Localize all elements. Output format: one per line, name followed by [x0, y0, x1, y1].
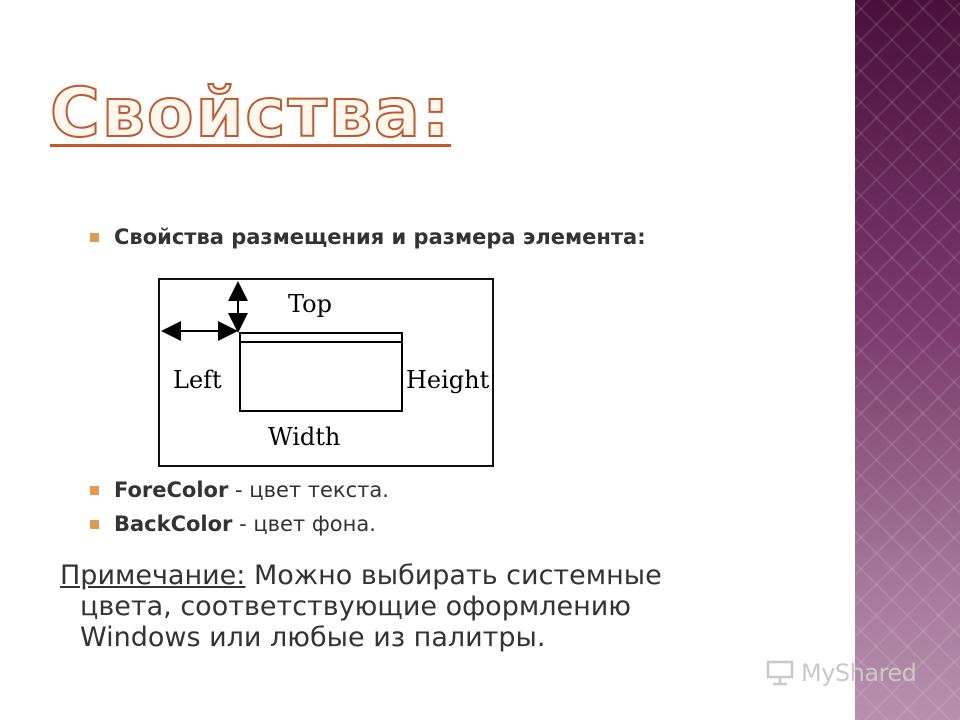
forecolor-name: ForeColor — [114, 478, 229, 502]
backcolor-desc: - цвет фона. — [232, 512, 376, 536]
label-left: Left — [173, 366, 222, 394]
note-line-3: Windows или любые из палитры. — [80, 622, 546, 653]
label-height: Height — [406, 366, 490, 394]
bullet-backcolor — [90, 512, 376, 536]
slide-title: Свойства: — [50, 74, 452, 153]
bullet-forecolor — [90, 478, 389, 502]
label-width: Width — [268, 423, 341, 451]
note-label: Примечание: — [60, 560, 246, 591]
control-rectangle — [240, 333, 402, 411]
forecolor-desc: - цвет текста. — [228, 478, 389, 502]
diagram-svg — [160, 280, 492, 465]
bullet-placement-text: Свойства размещения и размера элемента: — [114, 225, 646, 249]
note-line-2: цвета, соответствующие оформлению — [80, 591, 631, 622]
decorative-sidebar — [855, 0, 960, 720]
position-size-diagram — [158, 278, 494, 467]
note-paragraph — [60, 560, 800, 653]
backcolor-name: BackColor — [114, 512, 233, 536]
label-top: Top — [288, 290, 332, 318]
bullet-placement — [90, 225, 646, 249]
presentation-screen-icon — [765, 660, 795, 686]
myshared-watermark — [765, 658, 916, 688]
watermark-text: MyShared — [801, 659, 917, 687]
note-line-1: Можно выбирать системные — [245, 560, 662, 591]
